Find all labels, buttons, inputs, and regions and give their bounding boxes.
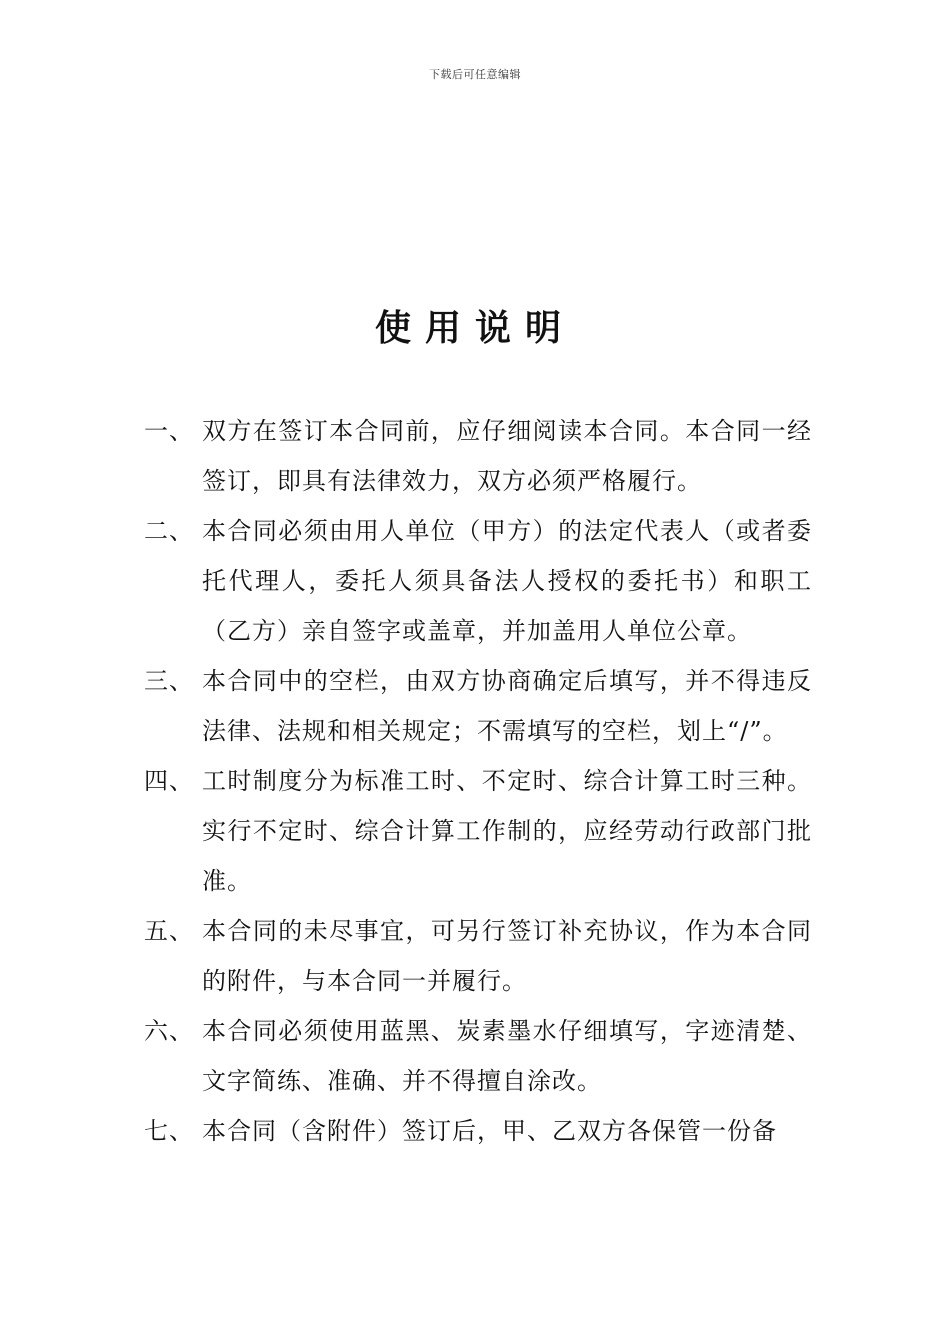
page-title: 使用说明 <box>374 307 575 349</box>
item-text: 本合同中的空栏，由双方协商确定后填写，并不得违反法律、法规和相关规定；不需填写的空栏，划上“/”。 <box>202 667 812 745</box>
instruction-list <box>0 406 950 1156</box>
list-item <box>144 1106 844 1156</box>
item-number: 五、 <box>144 917 194 945</box>
item-number: 一、 <box>144 417 194 445</box>
item-text: 本合同（含附件）签订后，甲、乙双方各保管一份备 <box>202 1117 777 1145</box>
item-number: 四、 <box>144 767 194 795</box>
item-number: 六、 <box>144 1017 194 1045</box>
list-item <box>144 906 844 1006</box>
item-text: 本合同必须由用人单位（甲方）的法定代表人（或者委托代理人，委托人须具备法人授权的委托书）和职工（乙方）亲自签字或盖章，并加盖用人单位公章。 <box>202 517 812 645</box>
list-item <box>144 406 844 506</box>
item-number: 三、 <box>144 667 194 695</box>
item-number: 二、 <box>144 517 194 545</box>
list-item <box>144 506 844 656</box>
item-text: 本合同的未尽事宜，可另行签订补充协议，作为本合同的附件，与本合同一并履行。 <box>202 917 812 995</box>
list-item <box>144 656 844 756</box>
item-number: 七、 <box>144 1117 194 1145</box>
header-note: 下载后可任意编辑 <box>429 68 521 81</box>
list-item <box>144 756 844 906</box>
item-text: 双方在签订本合同前，应仔细阅读本合同。本合同一经签订，即具有法律效力，双方必须严格履行。 <box>202 417 812 495</box>
item-text: 工时制度分为标准工时、不定时、综合计算工时三种。实行不定时、综合计算工作制的，应经劳动行政部门批准。 <box>202 767 812 895</box>
item-text: 本合同必须使用蓝黑、炭素墨水仔细填写，字迹清楚、文字简练、准确、并不得擅自涂改。 <box>202 1017 812 1095</box>
list-item <box>144 1006 844 1106</box>
